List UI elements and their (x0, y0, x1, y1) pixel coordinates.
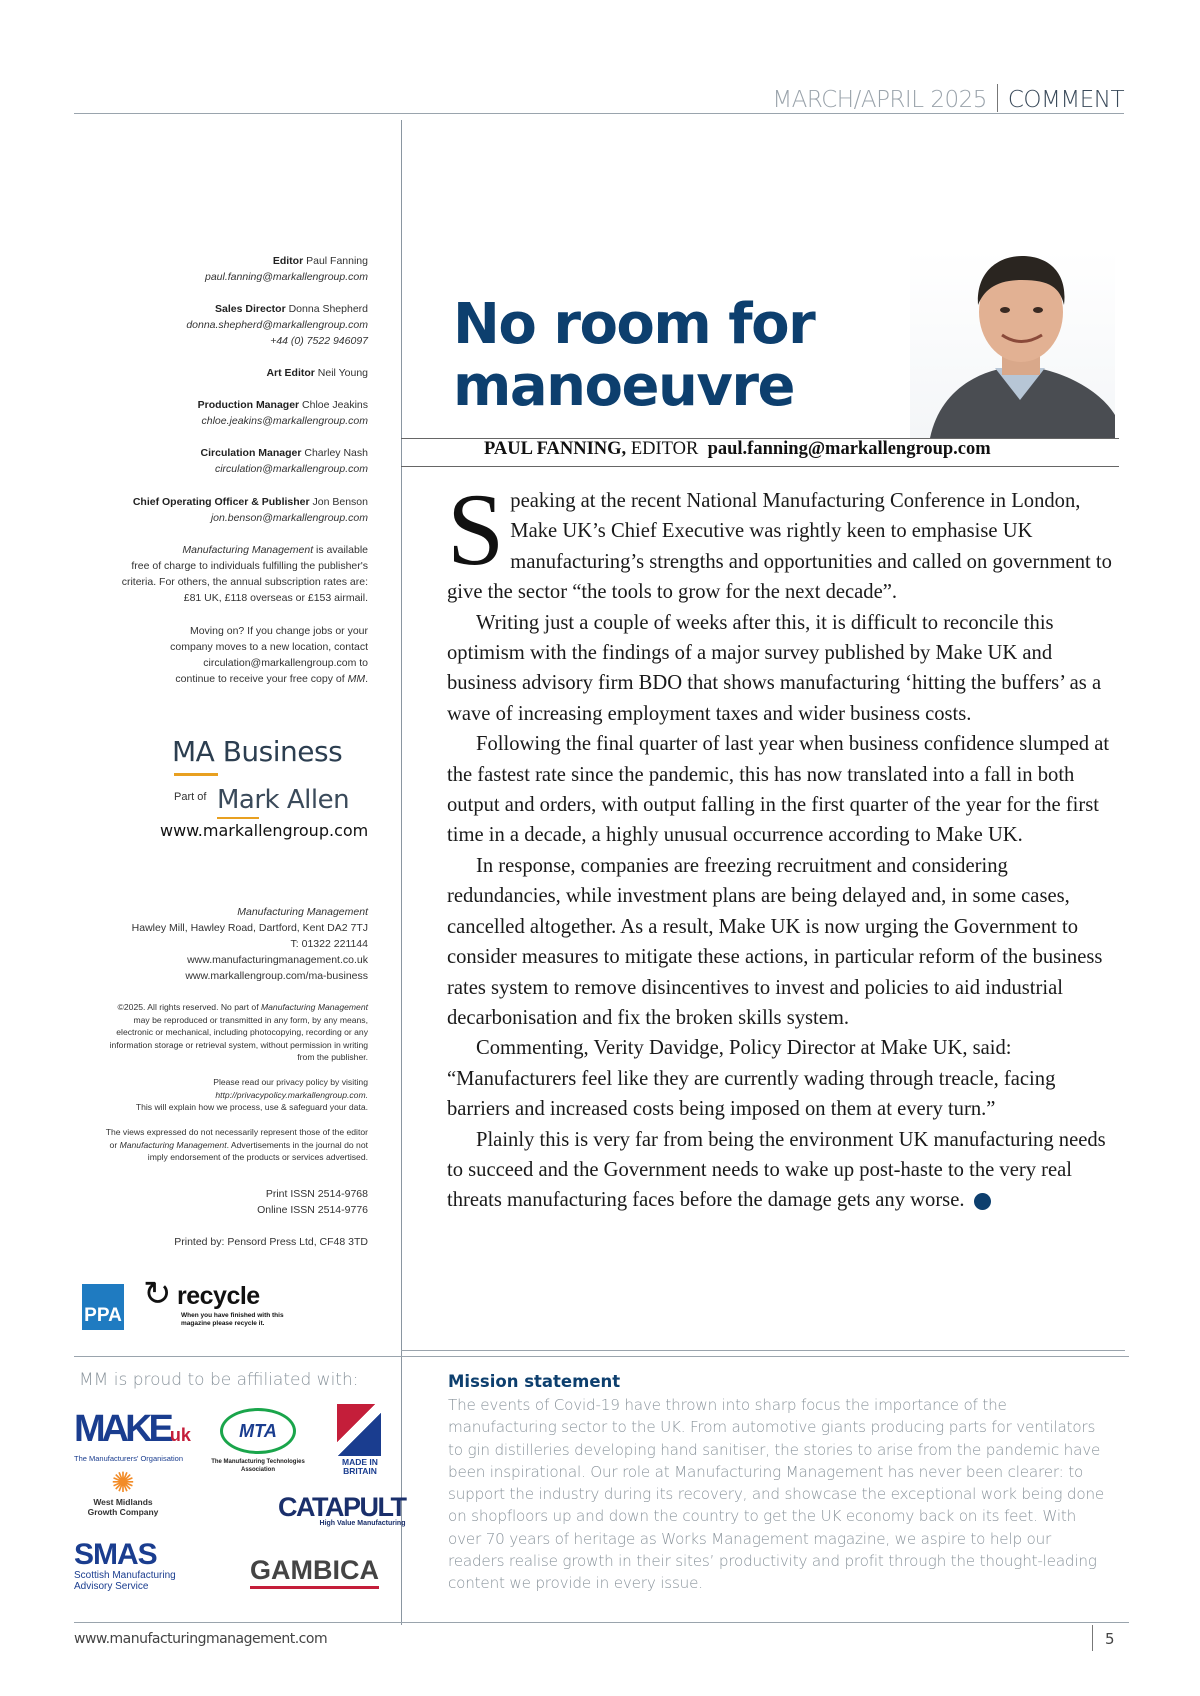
copyright-e: information storage or retrieval system, without permission in writing (109, 1039, 368, 1050)
gambica-logo (250, 1555, 379, 1589)
production-name: Chloe Jeakins (302, 399, 368, 411)
gambica-bar (250, 1586, 379, 1589)
sales-email[interactable]: donna.shepherd@markallengroup.com (186, 319, 368, 331)
issn-block (100, 1186, 368, 1218)
end-mark-icon: M (974, 1193, 991, 1210)
gambica-word: GAMBICA (250, 1555, 379, 1585)
circulation-name: Charley Nash (304, 447, 368, 459)
section-label: COMMENT (1007, 87, 1124, 113)
views-d: . Advertisements in the journal do not (226, 1139, 368, 1150)
byline-role: EDITOR (626, 439, 699, 459)
paragraph-3: Following the final quarter of last year when business confidence slumped at the fastest rate since the pandemic, this has now translated into a fall in both output and orders, with output falling in the first quarter of the year for the first time in a decade, a highly unusual occurrence according to Make UK. (447, 733, 1110, 847)
masthead-coo (100, 494, 368, 526)
printer-line (100, 1234, 368, 1250)
author-photo (910, 250, 1115, 438)
recycle-word: recycle (177, 1282, 260, 1310)
views-b: or (109, 1139, 120, 1150)
coo-email[interactable]: jon.benson@markallengroup.com (210, 512, 368, 524)
ma-part-of: Part of (174, 791, 207, 803)
mission-title: Mission statement (448, 1372, 621, 1391)
copyright-notice (100, 1001, 368, 1064)
sun-icon: ✺ (111, 1467, 135, 1498)
editor-name: Paul Fanning (306, 255, 368, 267)
paragraph-1-text: peaking at the recent National Manufacturing Conference in London, Make UK’s Chief Executive was rightly keen to emphasise UK manufacturing’s strengths and opportunities and called on government to give the sector “the tools to grow for the next decade”. (447, 490, 1112, 604)
views-e: imply endorsement of the products or services advertised. (147, 1152, 368, 1162)
sales-phone: +44 (0) 7522 946097 (270, 335, 368, 347)
recycle-icon: ↻ (143, 1275, 172, 1313)
make-uk-logo (74, 1408, 191, 1463)
drop-cap: S (447, 473, 505, 587)
printer-text: Printed by: Pensord Press Ltd, CF48 3TD (174, 1236, 368, 1248)
paragraph-6 (447, 1125, 1122, 1216)
copyright-d: electronic or mechanical, including photocopying, recording or any (116, 1027, 368, 1037)
headline-line1: No room for (453, 292, 815, 357)
west-midlands-logo (82, 1468, 164, 1517)
header-separator (997, 84, 998, 112)
markallen-url[interactable]: www.markallengroup.com (160, 821, 369, 840)
header-rule (74, 113, 1124, 114)
article-byline (484, 439, 991, 460)
mission-body: The events of Covid-19 have thrown into sharp focus the importance of the manufacturing sector to the UK. From automotive giants producing parts for ventilators to gin distilleries developing hand sanitiser, the stories to arise from the pandemic have been inspirational. Our role at Manufacturing Management has never been clearer: to support the industry during its recovery, and showcase the exceptional work being done on shopfloors up and down the country to get the UK economy back on its feet. With over 70 years of heritage as Works Management magazine, we aspire to help our readers realise growth in their sites’ productivity and profit through the thought-leading content we provide in every issue. (448, 1396, 1105, 1593)
address-web1[interactable]: www.manufacturingmanagement.co.uk (187, 954, 368, 966)
subscription-line3: criteria. For others, the annual subscription rates are: (121, 576, 368, 588)
subscription-line2: free of charge to individuals fulfilling the publisher's (131, 560, 368, 572)
recycle-sub: When you have finished with this magazine please recycle it. (181, 1312, 284, 1327)
copyright-b: Manufacturing Management (260, 1002, 368, 1012)
author-portrait-icon (910, 250, 1115, 438)
byline-author: PAUL FANNING, (484, 439, 627, 459)
views-a: The views expressed do not necessarily represent those of the editor (105, 1127, 368, 1137)
made-in-britain-text: MADE IN BRITAIN (342, 1457, 378, 1476)
circulation-email[interactable]: circulation@markallengroup.com (214, 463, 368, 475)
smas-logo (74, 1540, 176, 1592)
catapult-sub: High Value Manufacturing (319, 1520, 406, 1527)
subscription-line4: £81 UK, £118 overseas or £153 airmail. (183, 592, 368, 604)
paragraph-6-text: Plainly this is very far from being the environment UK manufacturing needs to succeed and the Government needs to wake up post-haste to the very real threats manufacturing faces before the damage gets any worse. (447, 1128, 1106, 1212)
make-uk-word: MAKE (74, 1408, 170, 1450)
masthead-art (100, 365, 368, 381)
moving-line3: circulation@markallengroup.com to (203, 657, 368, 669)
page-header (772, 84, 1124, 113)
mta-sub: The Manufacturing Technologies Association (211, 1459, 305, 1473)
mission-rule (401, 1350, 1125, 1351)
editor-role: Editor (272, 255, 304, 267)
publisher-address (100, 904, 368, 984)
article-body (447, 473, 1122, 1216)
masthead-circulation (100, 445, 368, 477)
masthead-sales (100, 301, 368, 349)
page-number: 5 (1105, 1630, 1115, 1648)
address-phone: T: 01322 221144 (290, 938, 368, 950)
ppa-logo: PPA (82, 1284, 124, 1330)
mark-allen-underline (217, 817, 259, 819)
column-divider (401, 120, 402, 1625)
moving-end: . (365, 673, 368, 685)
made-in-britain-flag-icon (337, 1404, 381, 1456)
subscription-line1: is available (313, 544, 368, 556)
ma-business-logo (150, 735, 375, 840)
catapult-word: CATAPULT (278, 1492, 406, 1522)
production-role: Production Manager (197, 399, 300, 411)
moving-line1: Moving on? If you change jobs or your (189, 625, 368, 637)
west-midlands-text: West Midlands Growth Company (87, 1497, 159, 1517)
views-c: Manufacturing Management (119, 1139, 227, 1150)
coo-role: Chief Operating Officer & Publisher (132, 496, 310, 508)
headline-line2: manoeuvre (453, 354, 794, 419)
privacy-c: This will explain how we process, use & safeguard your data. (135, 1102, 368, 1112)
editor-email[interactable]: paul.fanning@markallengroup.com (204, 271, 368, 283)
art-name: Neil Young (317, 367, 368, 379)
make-uk-suffix: uk (169, 1425, 191, 1445)
moving-info (100, 623, 368, 687)
copyright-f: from the publisher. (297, 1052, 368, 1062)
affiliation-title: MM is proud to be affiliated with: (79, 1370, 359, 1390)
paragraph-5: Commenting, Verity Davidge, Policy Director at Make UK, said: “Manufacturers feel like they are currently wading through treacle, facing barriers and increased costs being imposed on them at every turn.” (447, 1037, 1056, 1121)
subscription-info (100, 542, 368, 606)
mark-allen-wordmark: Mark Allen (217, 785, 350, 815)
smas-word: SMAS (74, 1538, 157, 1571)
paragraph-2: Writing just a couple of weeks after this, it is difficult to reconcile this optimism with the findings of a major survey published by Make UK and business advisory firm BDO that shows manufacturing ‘hitting the buffers’ as a wave of increasing employment taxes and wider business costs. (447, 611, 1102, 725)
article-headline (453, 294, 814, 418)
issue-date: MARCH/APRIL 2025 (772, 87, 987, 113)
catapult-logo (278, 1492, 405, 1527)
online-issn: Online ISSN 2514-9776 (257, 1204, 368, 1216)
coo-name: Jon Benson (312, 496, 368, 508)
smas-sub2: Advisory Service (74, 1581, 149, 1592)
ma-business-title: MA Business (172, 735, 343, 768)
masthead-editor (100, 253, 368, 285)
mta-logo (208, 1408, 308, 1474)
smas-sub1: Scottish Manufacturing (74, 1570, 176, 1581)
make-uk-sub: The Manufacturers' Organisation (74, 1454, 183, 1463)
address-title: Manufacturing Management (237, 906, 368, 918)
ma-underline (174, 773, 218, 776)
art-role: Art Editor (266, 367, 315, 379)
sales-role: Sales Director (215, 303, 286, 315)
mta-word: MTA (220, 1408, 296, 1454)
affiliation-rule (74, 1356, 1129, 1357)
paragraph-4: In response, companies are freezing recruitment and considering redundancies, while investment plans are being delayed and, in some cases, cancelled altogether. As a result, Make UK is now urging the Government to consider measures to mitigate these actions, in particular reform of the business rates system to remove disincentives to invest and policies to aid industrial decarbonisation and fix the broken skills system. (447, 854, 1103, 1029)
production-email[interactable]: chloe.jeakins@markallengroup.com (201, 415, 368, 427)
footer-rule (74, 1622, 1129, 1623)
footer-separator (1092, 1625, 1093, 1651)
copyright-a: ©2025. All rights reserved. No part of (117, 1002, 261, 1012)
masthead-production (100, 397, 368, 429)
privacy-link[interactable]: http://privacypolicy.markallengroup.com. (215, 1089, 368, 1100)
views-notice (100, 1126, 368, 1164)
moving-line2: company moves to a new location, contact (170, 641, 368, 653)
address-line1: Hawley Mill, Hawley Road, Dartford, Kent DA2 7TJ (131, 922, 368, 934)
byline-email[interactable]: paul.fanning@markallengroup.com (707, 439, 991, 459)
paragraph-1 (447, 473, 1122, 608)
address-web2[interactable]: www.markallengroup.com/ma-business (185, 970, 368, 982)
moving-mm: MM (347, 673, 366, 685)
privacy-a: Please read our privacy policy by visiting (213, 1077, 368, 1087)
sales-name: Donna Shepherd (288, 303, 368, 315)
privacy-notice (100, 1076, 368, 1114)
made-in-britain-logo (337, 1404, 383, 1476)
footer-url[interactable]: www.manufacturingmanagement.com (74, 1631, 328, 1647)
circulation-role: Circulation Manager (200, 447, 302, 459)
subscription-title: Manufacturing Management (182, 544, 314, 556)
byline-rule-bottom (401, 466, 1119, 467)
copyright-c: may be reproduced or transmitted in any form, by any means, (133, 1014, 368, 1025)
moving-line4: continue to receive your free copy of (175, 673, 348, 685)
print-issn: Print ISSN 2514-9768 (265, 1188, 368, 1200)
